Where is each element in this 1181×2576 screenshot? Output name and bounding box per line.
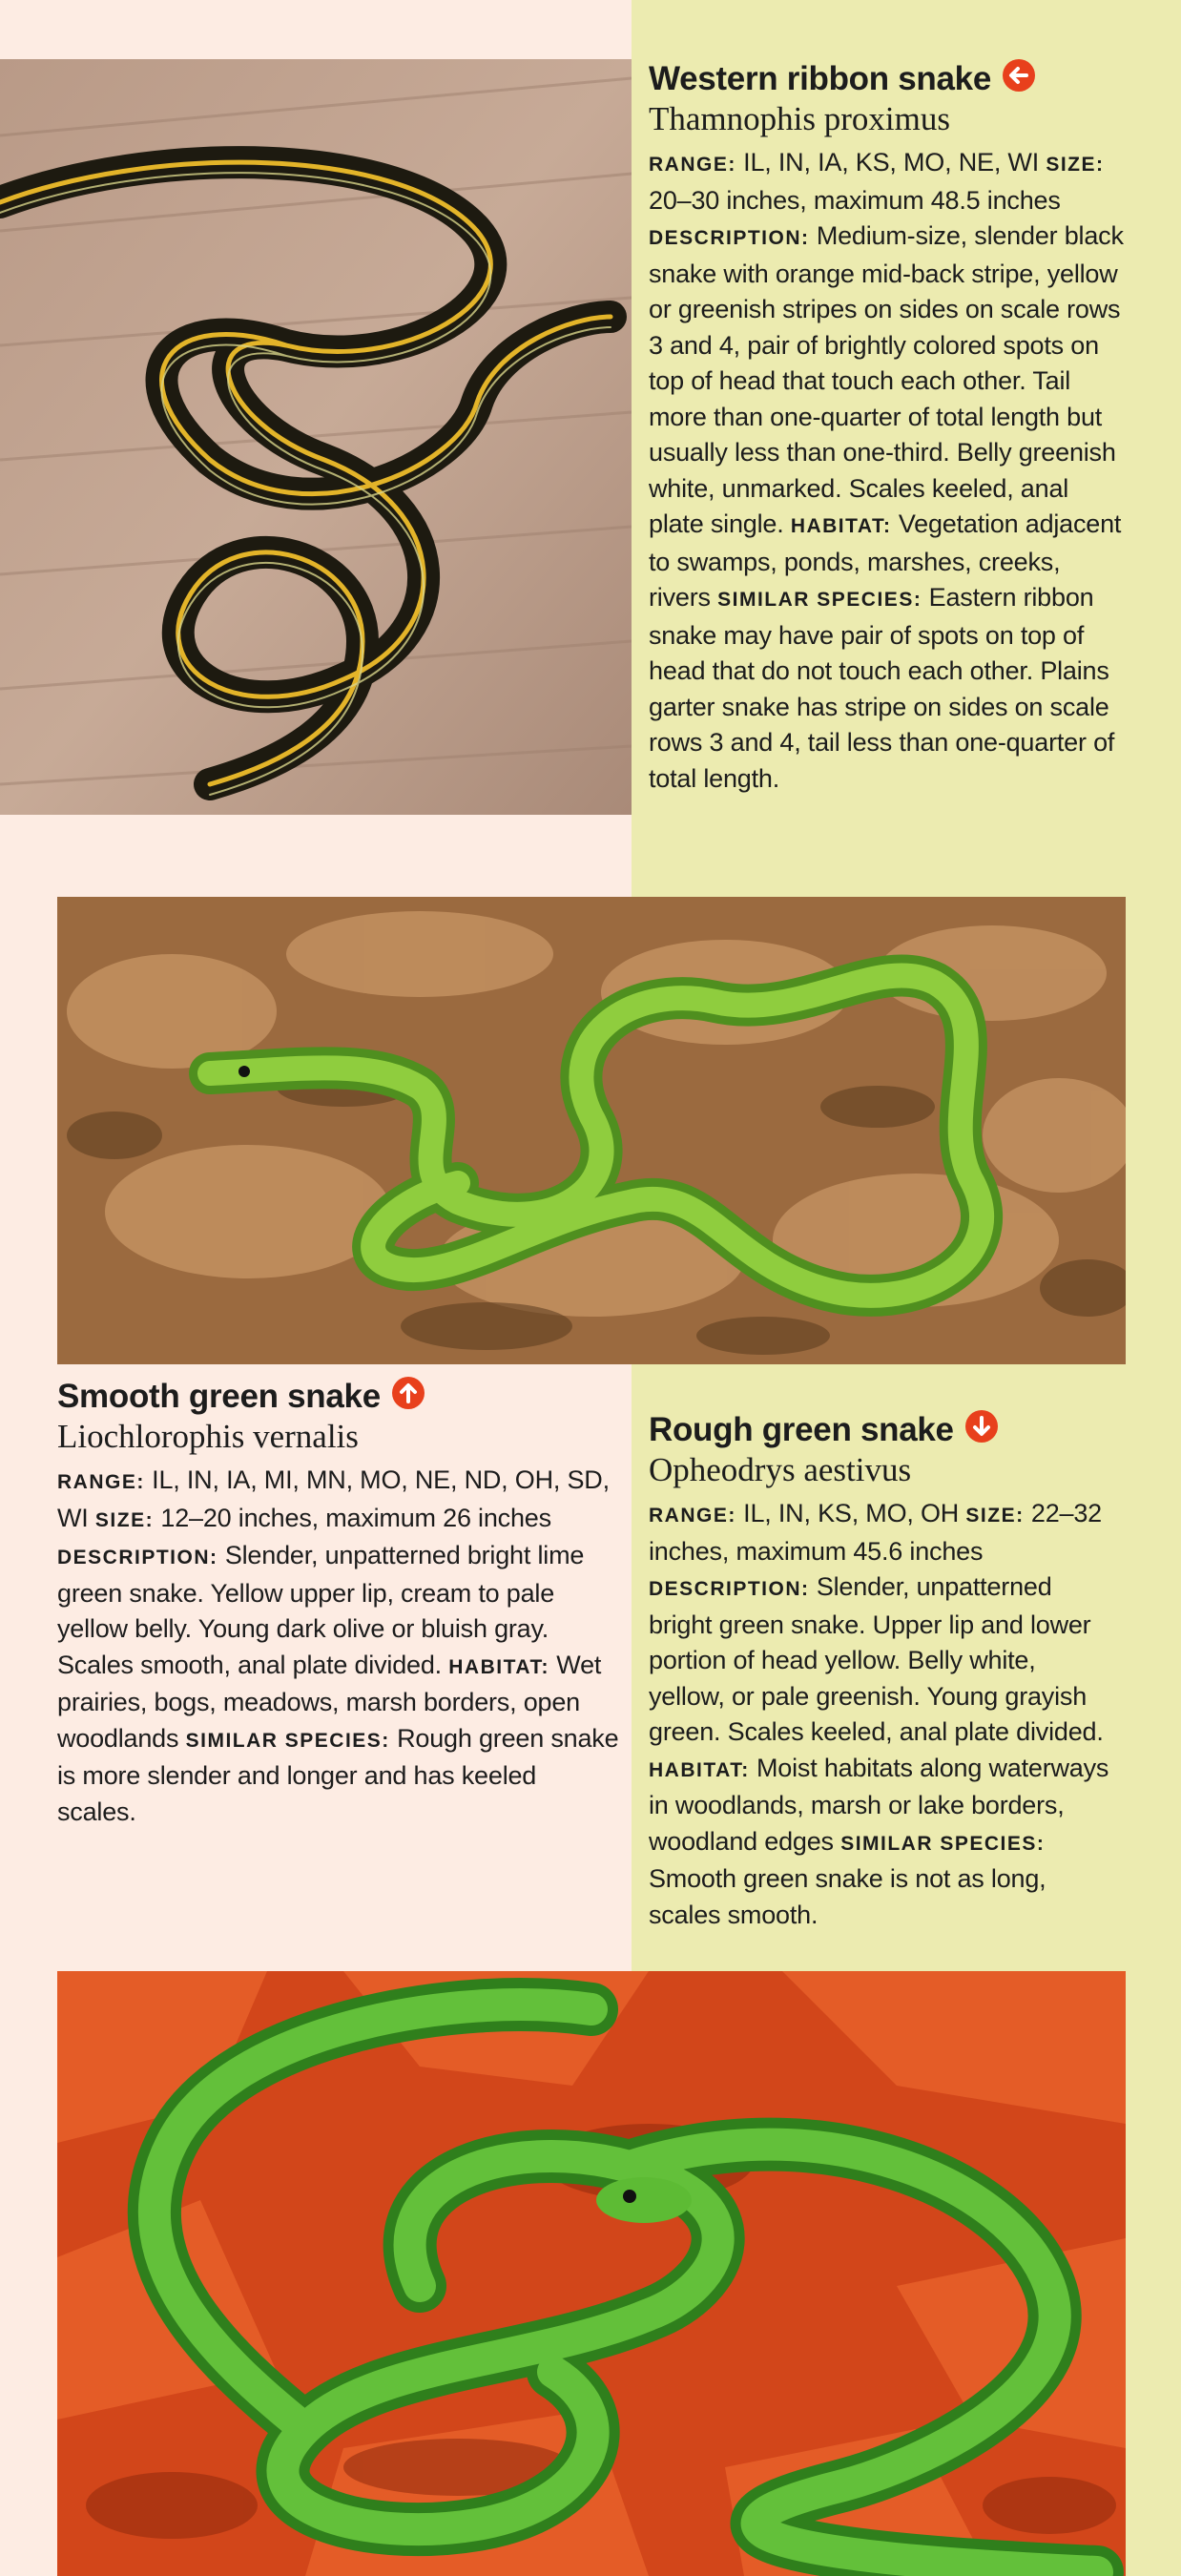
habitat-label: HABITAT: (649, 1758, 750, 1781)
scientific-name: Thamnophis proximus (649, 100, 950, 137)
description-label: DESCRIPTION: (649, 1578, 810, 1600)
size-value: 22–32 inches, maximum 45.6 inches (649, 1499, 1102, 1566)
western-ribbon-snake-photo (0, 59, 632, 815)
entry-rough-green-snake (649, 1410, 1116, 1933)
range-value: IL, IN, IA, KS, MO, NE, WI (743, 148, 1040, 177)
size-label: SIZE: (1046, 154, 1105, 176)
similar-species-value: Smooth green snake is not as long, scales smooth. (649, 1864, 1046, 1929)
rough-green-snake-photo (57, 1971, 1126, 2576)
size-label: SIZE: (94, 1508, 155, 1531)
arrow-left-icon (1003, 59, 1035, 92)
species-text (649, 145, 1126, 797)
description-value: Slender, unpatterned bright green snake. Upper lip and lower portion of head yellow. Belly white, yellow, or pale greenish. Young grayish green. Scales keeled, anal plate divided. (649, 1572, 1104, 1746)
species-name: Western ribbon snake (649, 59, 1126, 99)
similar-species-label: SIMILAR SPECIES: (185, 1729, 390, 1752)
description-value: Medium-size, slender black snake with orange mid-back stripe, yellow or greenish stripes on sides on scale rows 3 and 4, pair of brightly colored spots on top of head that touch each other. Tail more than one-quarter of total length but usually less than one-third. Belly greenish white, unmarked. Scales keeled, anal plate single. (649, 221, 1124, 538)
range-label: RANGE: (649, 1505, 736, 1527)
habitat-value: Vegetation adjacent to swamps, ponds, marshes, creeks, rivers (649, 509, 1122, 612)
species-text (57, 1463, 620, 1830)
habitat-label: HABITAT: (790, 515, 892, 537)
size-label: SIZE: (965, 1505, 1025, 1527)
species-name: Rough green snake (649, 1410, 1116, 1450)
size-value: 12–20 inches, maximum 26 inches (160, 1503, 551, 1532)
habitat-value: Wet prairies, bogs, meadows, marsh borders, open woodlands (57, 1650, 602, 1753)
range-label: RANGE: (649, 154, 736, 176)
smooth-green-snake-photo (57, 897, 1126, 1364)
similar-species-value: Rough green snake is more slender and longer and has keeled scales. (57, 1723, 619, 1826)
similar-species-label: SIMILAR SPECIES: (840, 1832, 1046, 1855)
similar-species-label: SIMILAR SPECIES: (717, 589, 922, 611)
description-value: Slender, unpatterned bright lime green snake. Yellow upper lip, cream to pale yellow belly. Young dark olive or bluish gray. Scales smooth, anal plate divided. (57, 1541, 585, 1679)
scientific-name: Opheodrys aestivus (649, 1451, 912, 1488)
entry-smooth-green-snake (57, 1377, 620, 1830)
range-value: IL, IN, IA, MI, MN, MO, NE, ND, OH, SD, WI (57, 1465, 610, 1532)
scientific-name: Liochlorophis vernalis (57, 1418, 359, 1455)
range-value: IL, IN, KS, MO, OH (743, 1499, 960, 1527)
arrow-down-icon (965, 1410, 998, 1443)
habitat-label: HABITAT: (448, 1655, 549, 1678)
arrow-up-icon (392, 1377, 425, 1409)
description-label: DESCRIPTION: (649, 227, 810, 249)
species-name: Smooth green snake (57, 1377, 620, 1417)
species-text (649, 1496, 1116, 1933)
similar-species-value: Eastern ribbon snake may have pair of spots on top of head that do not touch each other. Plains garter snake has stripe on sides on scale rows 3 and 4, tail less than one-quarter of total length. (649, 583, 1115, 793)
entry-western-ribbon-snake (649, 59, 1126, 797)
size-value: 20–30 inches, maximum 48.5 inches (649, 185, 1061, 215)
description-label: DESCRIPTION: (57, 1547, 218, 1568)
habitat-value: Moist habitats along waterways in woodlands, marsh or lake borders, woodland edges (649, 1753, 1109, 1856)
range-label: RANGE: (57, 1471, 145, 1493)
